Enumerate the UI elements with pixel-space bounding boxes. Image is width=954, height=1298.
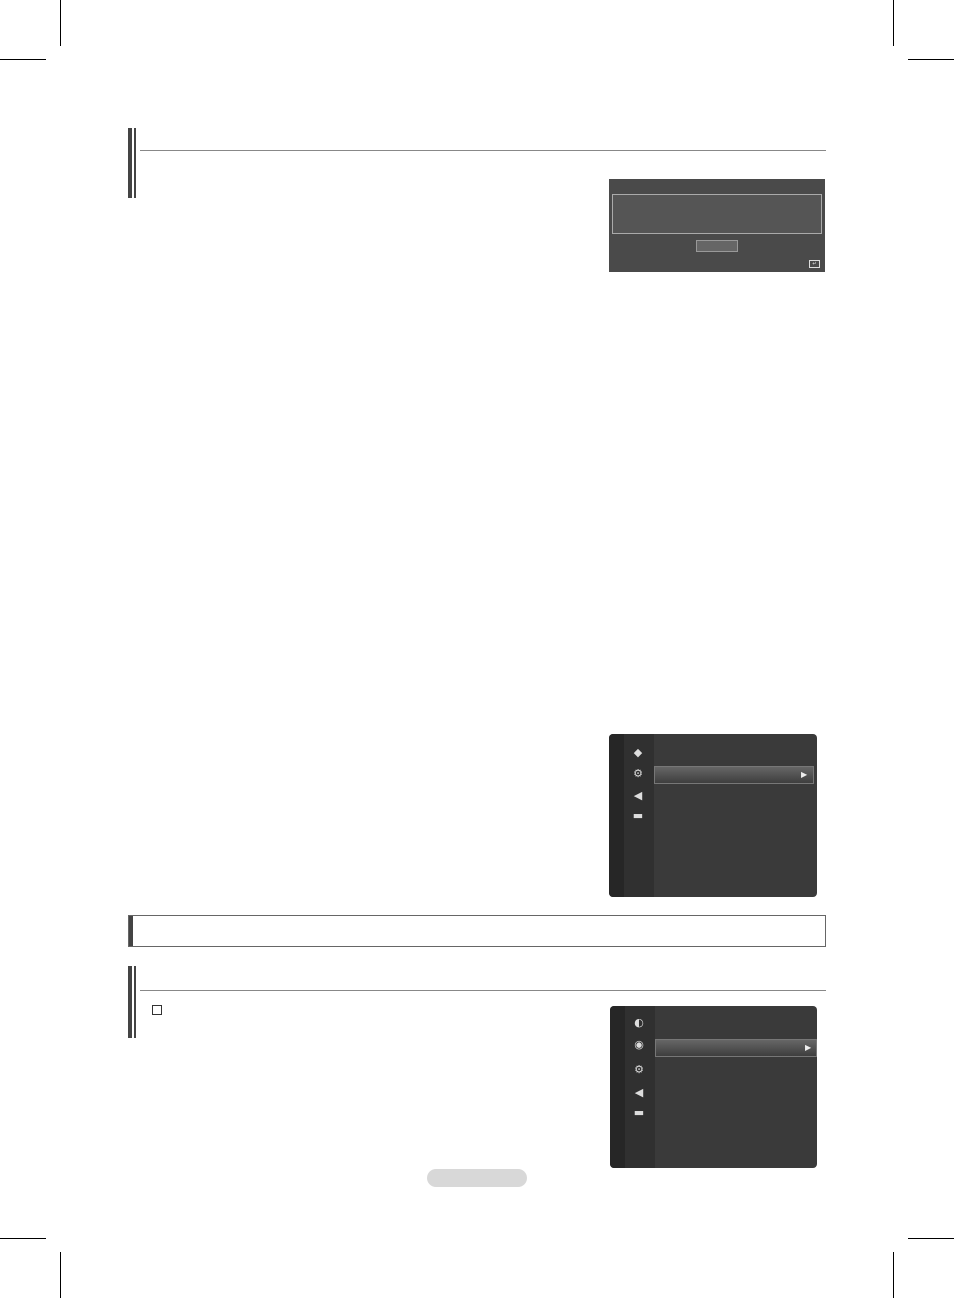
- crop-mark: [0, 59, 46, 60]
- arrow-right-icon: ▶: [805, 1043, 812, 1052]
- crop-mark: [893, 1252, 894, 1298]
- picture-icon: ◐: [634, 1016, 644, 1029]
- page-number-badge: [427, 1169, 527, 1187]
- osd-settings-menu: [609, 734, 817, 897]
- osd-plug-play: [609, 179, 825, 272]
- settings-icon-1: ◆: [633, 746, 643, 759]
- input-icon: ◀: [633, 789, 643, 802]
- title-rule: [140, 990, 826, 991]
- osd-ok-button[interactable]: [696, 240, 738, 252]
- osd-sidebar: [609, 734, 624, 897]
- input-icon: ◀: [634, 1086, 644, 1099]
- crop-mark: [0, 1238, 46, 1239]
- crop-mark: [60, 0, 61, 46]
- antenna-icon: ◉: [634, 1038, 644, 1051]
- app-icon: ▬: [633, 1106, 645, 1119]
- title-bar: [128, 966, 132, 1038]
- osd-enter-hint: [809, 260, 820, 268]
- crop-mark: [60, 1252, 61, 1298]
- title-bar: [134, 128, 136, 198]
- title-bar: [129, 916, 133, 946]
- crop-mark: [908, 1238, 954, 1239]
- osd-message-box: [612, 194, 822, 234]
- title-rule: [140, 150, 826, 151]
- osd-kanal-menu: [610, 1006, 817, 1168]
- title-bar: [128, 128, 132, 198]
- arrow-right-icon: ▶: [801, 770, 808, 779]
- title-bar: [134, 966, 136, 1038]
- osd-selected-row[interactable]: [654, 766, 814, 784]
- crop-mark: [893, 0, 894, 46]
- gear-icon: ⚙: [633, 767, 643, 780]
- osd-selected-row[interactable]: [655, 1039, 817, 1057]
- enter-icon: ↵: [809, 260, 820, 268]
- section2-box: [128, 915, 826, 947]
- osd-sidebar: [610, 1006, 625, 1168]
- gear-icon: ⚙: [634, 1063, 644, 1076]
- crop-mark: [908, 59, 954, 60]
- checkbox-icon: [152, 1005, 162, 1015]
- app-icon: ▬: [632, 809, 644, 822]
